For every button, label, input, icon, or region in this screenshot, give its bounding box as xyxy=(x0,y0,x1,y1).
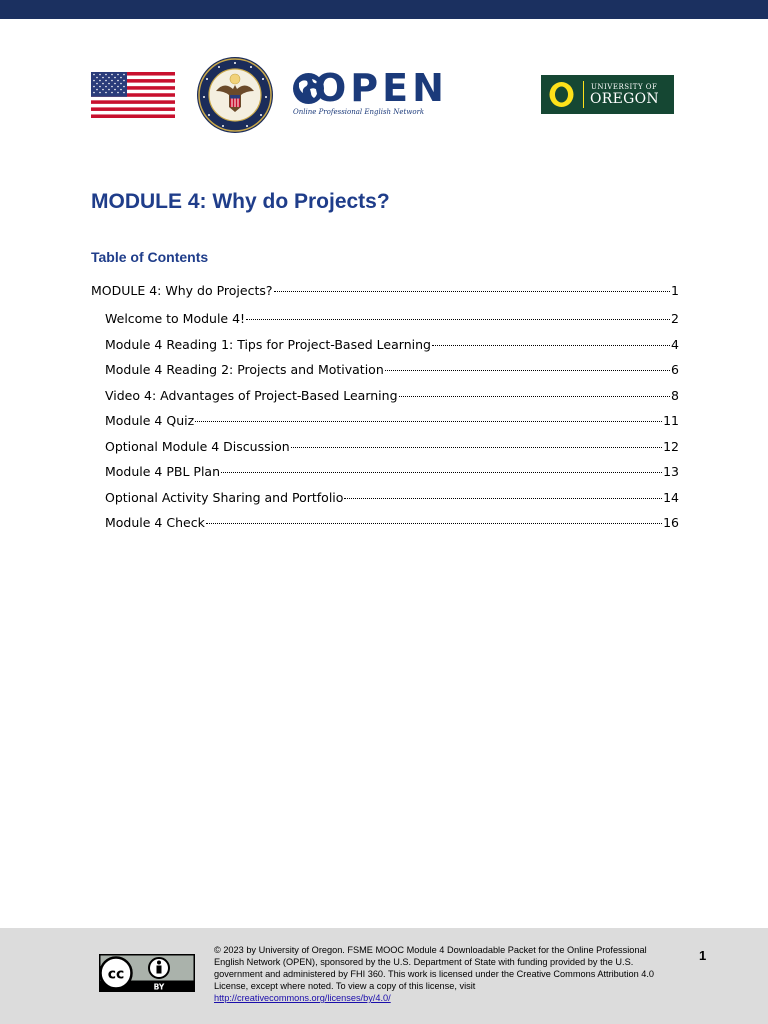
toc-entry[interactable] xyxy=(91,283,679,311)
toc-entry-page: 13 xyxy=(663,464,679,479)
toc-entry-page: 8 xyxy=(671,387,679,403)
toc-entry-label: Module 4 PBL Plan xyxy=(105,464,220,479)
toc-leader-dots xyxy=(206,523,662,524)
toc-entry-page: 1 xyxy=(671,283,679,298)
open-subtitle: Online Professional English Network xyxy=(293,108,425,116)
toc-entry[interactable] xyxy=(91,490,679,516)
table-of-contents xyxy=(91,283,679,541)
toc-entry-page: 11 xyxy=(663,413,679,428)
toc-entry-page: 4 xyxy=(671,336,679,352)
toc-entry[interactable] xyxy=(91,439,679,465)
toc-entry-page: 6 xyxy=(671,362,679,377)
university-of-oregon-logo xyxy=(541,75,674,114)
toc-entry-label: Module 4 Quiz xyxy=(105,413,195,428)
page-title: MODULE 4: Why do Projects? xyxy=(91,190,390,213)
license-text xyxy=(214,944,664,1004)
toc-entry-page: 16 xyxy=(663,515,679,530)
page-footer xyxy=(0,928,768,1024)
badge-by-label: BY xyxy=(153,982,165,992)
toc-leader-dots xyxy=(291,447,662,448)
toc-leader-dots xyxy=(221,472,662,473)
toc-entry-label: Optional Module 4 Discussion xyxy=(105,438,290,454)
toc-entry-label: Module 4 Check xyxy=(105,515,205,530)
oregon-label: OREGON xyxy=(590,91,659,107)
toc-entry-page: 14 xyxy=(663,489,679,505)
toc-heading: Table of Contents xyxy=(91,249,209,265)
us-flag-icon xyxy=(91,72,175,118)
toc-leader-dots xyxy=(274,291,671,292)
open-logo xyxy=(292,66,448,119)
toc-entry-page: 2 xyxy=(671,311,679,326)
toc-entry[interactable] xyxy=(91,362,679,388)
toc-leader-dots xyxy=(432,345,670,346)
svg-text:cc: cc xyxy=(107,966,125,983)
oregon-o-icon xyxy=(548,81,575,108)
toc-leader-dots xyxy=(195,421,662,422)
toc-leader-dots xyxy=(344,498,662,499)
toc-entry-label: Module 4 Reading 1: Tips for Project-Based Learning xyxy=(105,336,431,352)
toc-entry-label: MODULE 4: Why do Projects? xyxy=(91,283,273,298)
department-of-state-seal xyxy=(196,55,274,135)
creative-commons-badge[interactable] xyxy=(99,954,195,992)
toc-entry[interactable] xyxy=(91,311,679,337)
toc-entry-label: Welcome to Module 4! xyxy=(105,311,246,326)
toc-leader-dots xyxy=(385,370,670,371)
page-number: 1 xyxy=(699,948,707,963)
toc-entry[interactable] xyxy=(91,388,679,414)
license-statement: © 2023 by University of Oregon. FSME MOOC Module 4 Downloadable Packet for the Online Professional English Network (OPEN), sponsored by the U.S. Department of State with funding provided by the U.S. government and administered by FHI 360. This work is licensed under the Creative Commons Attribution 4.0 License, except where noted. To view a copy of this license, visit xyxy=(214,945,655,991)
toc-leader-dots xyxy=(399,396,671,397)
toc-entry-label: Video 4: Advantages of Project-Based Learning xyxy=(105,387,398,403)
header-bar xyxy=(0,0,768,19)
toc-entry[interactable] xyxy=(91,515,679,541)
toc-entry[interactable] xyxy=(91,413,679,439)
toc-leader-dots xyxy=(246,319,670,320)
toc-entry[interactable] xyxy=(91,464,679,490)
toc-entry-label: Optional Activity Sharing and Portfolio xyxy=(105,489,344,505)
university-of-label: UNIVERSITY OF xyxy=(591,83,658,91)
toc-entry[interactable] xyxy=(91,337,679,363)
logo-divider xyxy=(583,81,584,108)
toc-entry-label: Module 4 Reading 2: Projects and Motivation xyxy=(105,362,384,377)
license-link[interactable]: http://creativecommons.org/licenses/by/4.0/ xyxy=(214,993,391,1003)
open-wordmark: OPEN xyxy=(314,66,448,110)
toc-entry-page: 12 xyxy=(663,438,679,454)
